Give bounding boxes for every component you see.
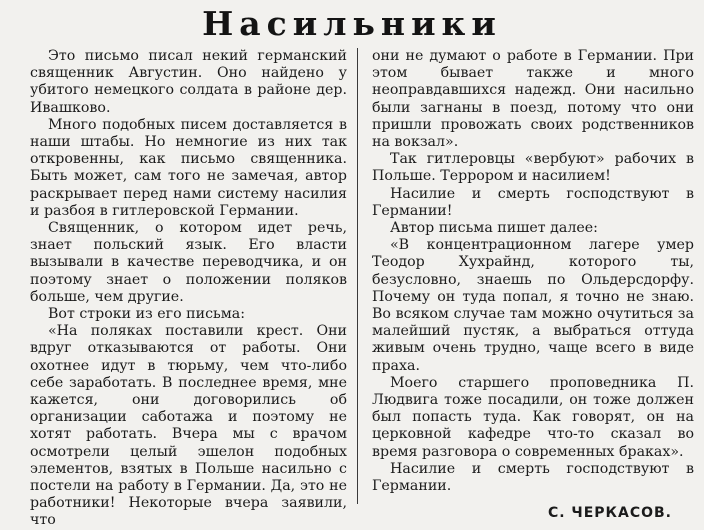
left-column: [30, 48, 347, 529]
paragraph: Священник, о котором идет речь, знает польский язык. Его власти вызывали в качестве переводчика, и он поэтому знает о положении поляков больше, чем другие.: [30, 220, 347, 305]
paragraph: «На поляках поставили крест. Они вдруг отказываются от работы. Они охотнее идут в тюрьму, чем что-либо себе заработать. В последнее время, мне кажется, они договорились об организации саботажа и поэтому не хотят работать. Вчера мы с врачом осмотрели целый эшелон подобных элементов, взятых в Польше насильно с постели на работу в Германии. Да, это не работники! Некоторые вчера заявили, что: [30, 323, 347, 529]
paragraph: они не думают о работе в Германии. При этом бывает также и много неоправдавшихся надежд. Они насильно были загнаны в поезд, потому что они пришли провожать своих родственников на вокзал».: [372, 48, 694, 151]
paragraph: Автор письма пишет далее:: [390, 220, 598, 237]
paragraph: Насилие и смерть господствуют в Германии!: [372, 185, 694, 219]
paragraph: Вот строки из его письма:: [48, 306, 246, 323]
author-signature: С. ЧЕРКАСОВ.: [547, 505, 672, 522]
right-column: [372, 48, 694, 522]
column-divider: [357, 48, 358, 504]
paragraph: Насилие и смерть господствуют в Германии.: [372, 460, 694, 495]
paragraph: Моего старшего проповедника П. Людвига тоже посадили, он тоже должен был попасть туда. Как говорят, он на церковной кафедре что-то сказал во время разговора о современных браках».: [372, 374, 694, 460]
paragraph: «В концентрационном лагере умер Теодор Хухрайнд, которого ты, безусловно, знаешь по Ольдерсдорфу. Почему он туда попал, я точно не знаю. Во всяком случае там можно очутиться за малейший пустяк, а выбраться оттуда живым очень трудно, чаще всего в виде праха.: [372, 237, 694, 374]
paragraph: Так гитлеровцы «вербуют» рабочих в Польше. Террором и насилием!: [372, 151, 694, 185]
paragraph: Много подобных писем доставляется в наши штабы. Но немногие из них так откровенны, как письмо священника. Быть может, сам того не замечая, автор раскрывает перед нами систему насилия и разбоя в гитлеровской Германии.: [30, 116, 347, 219]
paragraph: Это письмо писал некий германский священник Августин. Оно найдено у убитого немецкого солдата в районе дер. Ивашково.: [30, 48, 347, 116]
article-title: Насильники: [202, 4, 502, 43]
